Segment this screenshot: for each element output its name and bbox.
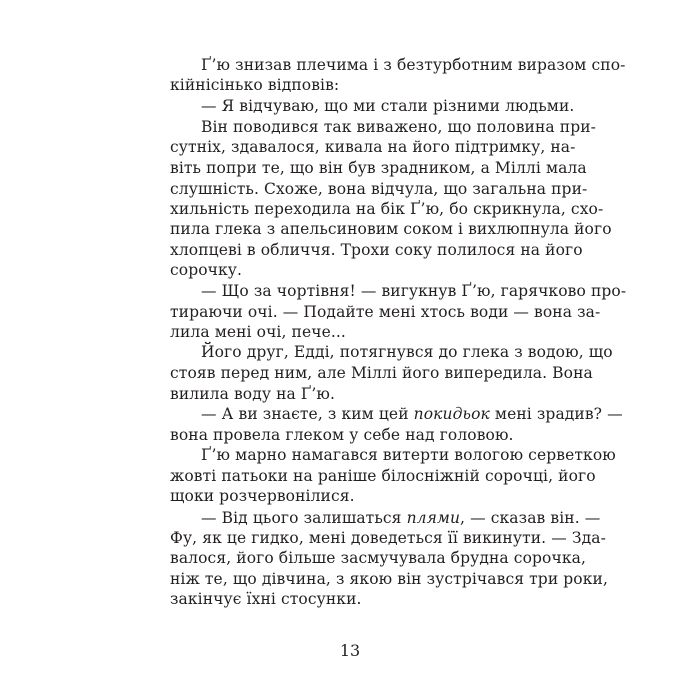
- text-line: хильність переходила на бік Ґ’ю, бо скрикнула, схо-: [170, 200, 604, 219]
- text-line: слушність. Схоже, вона відчула, що загальна при-: [170, 179, 588, 198]
- text-line: жовті патьоки на раніше білосніжній сорочці, його: [170, 467, 596, 486]
- text-line: ніж те, що дівчина, з якою він зустрічався три роки,: [170, 569, 608, 588]
- text-line: вилила воду на Ґ’ю.: [170, 384, 336, 403]
- text-run: мені зрадив? —: [489, 405, 623, 424]
- text-line: валося, його більше засмучувала брудна сорочка,: [170, 549, 586, 568]
- text-line: лила мені очі, пече...: [170, 323, 346, 341]
- italic-word: плями: [406, 508, 461, 527]
- text-line: Фу, як це гидко, мені доведеться її викинути. — Зда-: [170, 528, 606, 547]
- text-line: — Що за чортівня! — вигукнув Ґ’ю, гарячково про-: [201, 282, 627, 301]
- text-line: вона провела глеком у себе над головою.: [170, 425, 514, 444]
- text-run: — Від цього залишаться: [201, 508, 407, 527]
- text-line: хлопцеві в обличчя. Трохи соку полилося на його: [170, 240, 583, 259]
- text-line: [201, 404, 623, 424]
- text-line: тираючи очі. — Подайте мені хтось води — вона за-: [170, 302, 601, 321]
- text-run: — А ви знаєте, з ким цей: [201, 405, 414, 424]
- italic-word: покидьок: [413, 405, 490, 424]
- text-line: Він поводився так виважено, що половина при-: [201, 117, 597, 136]
- text-line: кійнісінько відповів:: [170, 76, 340, 95]
- text-line: [201, 508, 601, 528]
- text-line: пила глека з апельсиновим соком і вихлюпнула його: [170, 220, 612, 239]
- text-line: закінчує їхні стосунки.: [170, 590, 362, 608]
- text-run: , — сказав він. —: [460, 508, 601, 527]
- page-number: 13: [339, 641, 361, 660]
- text-line: щоки розчервонілися.: [170, 487, 355, 506]
- text-line: Ґ’ю марно намагався витерти вологою серветкою: [201, 445, 616, 464]
- text-line: сутніх, здавалося, кивала на його підтримку, на-: [170, 138, 576, 157]
- text-line: сорочку.: [170, 261, 243, 280]
- text-line: стояв перед ним, але Міллі його випередила. Вона: [170, 363, 593, 382]
- text-line: — Я відчуваю, що ми стали різними людьми.: [201, 96, 575, 115]
- text-line: Його друг, Едді, потягнувся до глека з водою, що: [201, 343, 613, 362]
- text-line: віть попри те, що він був зрадником, а Міллі мала: [170, 158, 587, 177]
- text-line: Ґ’ю знизав плечима і з безтурботним виразом спо-: [201, 56, 626, 74]
